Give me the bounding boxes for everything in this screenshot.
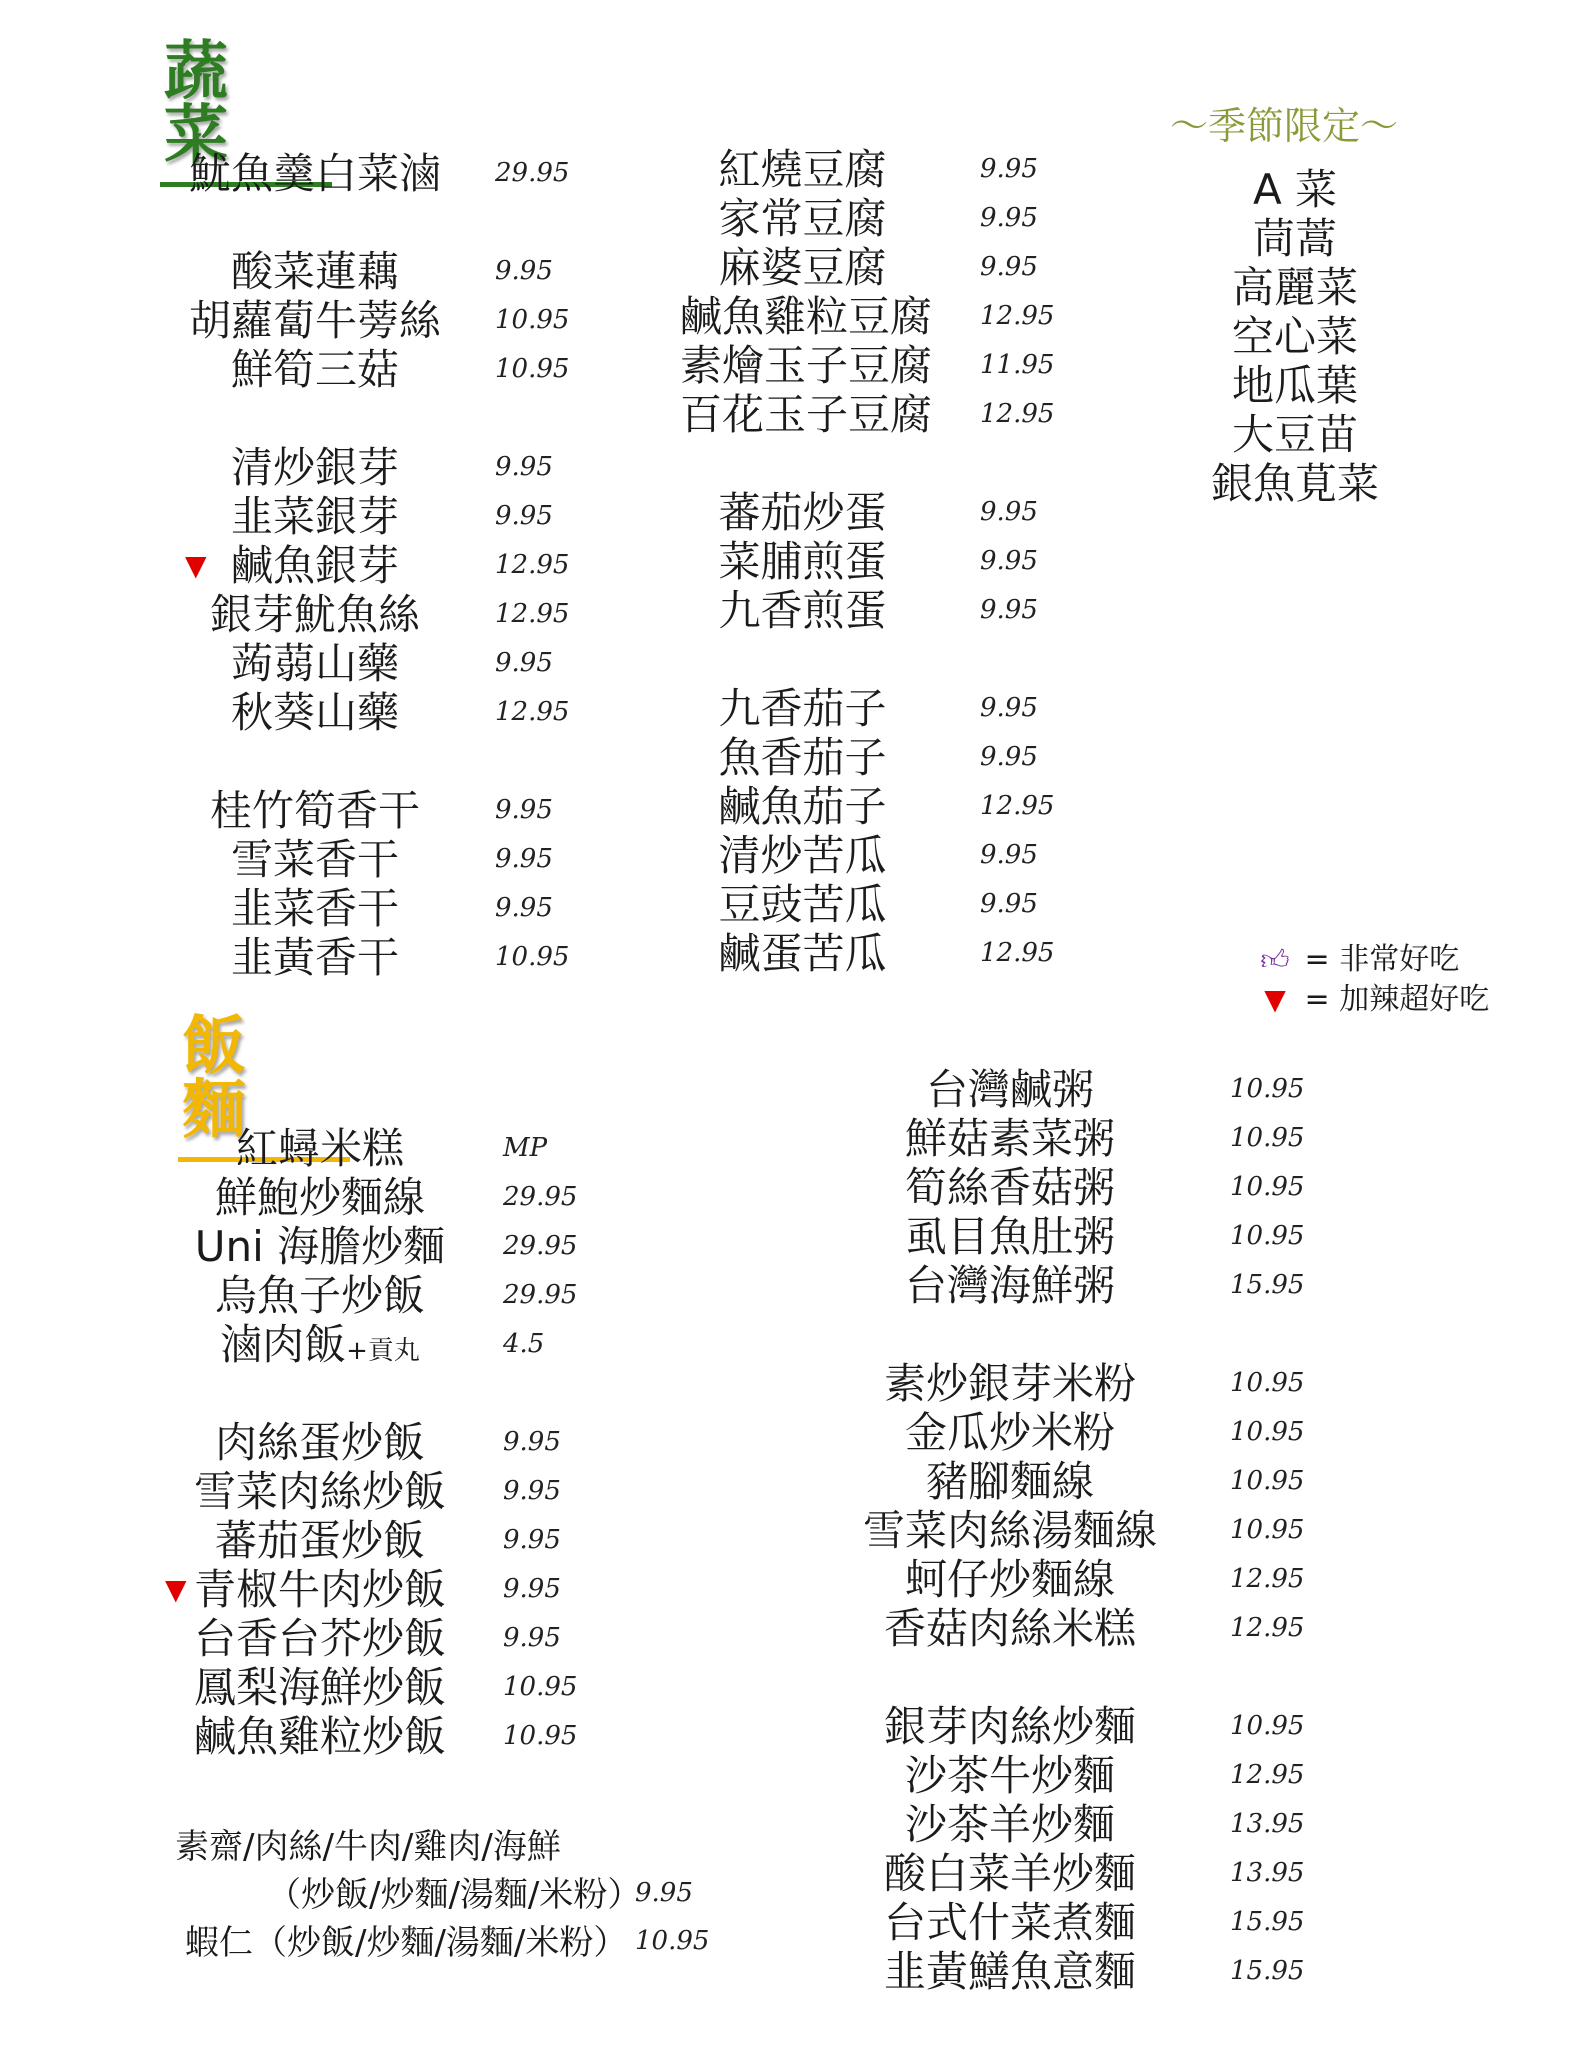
menu-item-price: 9.95 [495,795,553,825]
seasonal-item [1195,214,1395,263]
seasonal-item-name: 茼蒿 [1252,214,1337,263]
menu-item-name [680,194,925,243]
menu-item [185,296,605,345]
menu-item-name-text: 麻婆豆腐 [718,243,887,292]
menu-item-name-text: 豬腳麵線 [925,1457,1094,1506]
menu-item-name-text: 韭黃香干 [230,933,399,982]
menu-item [860,1604,1360,1653]
menu-item-name-text: 香菇肉絲米糕 [883,1604,1136,1653]
menu-item-name [190,1222,450,1271]
menu-item-name [190,1663,450,1712]
menu-item-price: 10.95 [495,354,570,384]
legend-spicy-label: = 加辣超好吃 [1304,982,1490,1017]
menu-item [185,247,605,296]
menu-item-price: 9.95 [495,648,553,678]
menu-item-name [680,880,925,929]
menu-item-name-text: 台灣鹹粥 [925,1065,1094,1114]
menu-item [190,1467,610,1516]
seasonal-item-name: 銀魚莧菜 [1210,459,1379,508]
menu-item-name [860,1702,1160,1751]
menu-item-name-text: 胡蘿蔔牛蒡絲 [188,296,441,345]
menu-item-name-text: 韭菜銀芽 [230,492,399,541]
rice-left-list [165,1124,610,1761]
menu-item-name-text: 筍絲香菇粥 [904,1163,1115,1212]
menu-item-price: 15.95 [1230,1270,1305,1300]
menu-item [860,1114,1360,1163]
menu-item-name-text: 沙茶羊炒麵 [904,1800,1115,1849]
menu-item [185,443,605,492]
menu-item-price: 12.95 [980,938,1055,968]
menu-item [190,1418,610,1467]
menu-item-price: 12.95 [1230,1760,1305,1790]
menu-item-price: 12.95 [495,550,570,580]
seasonal-list [1195,165,1395,508]
menu-item-price: 10.95 [1230,1711,1305,1741]
menu-item-name [190,1173,450,1222]
noodle-right-list [860,1065,1360,1996]
menu-item-price: 9.95 [980,154,1038,184]
menu-item-name [190,1712,450,1761]
menu-item [680,243,1080,292]
red-triangle-icon: ▼ [1264,983,1286,1016]
menu-item-name [860,1261,1160,1310]
menu-item-name [860,1800,1160,1849]
menu-item-name-text: 桂竹筍香干 [209,786,420,835]
menu-item [190,1663,610,1712]
menu-item [860,1065,1360,1114]
menu-item [185,933,605,982]
menu-item [185,149,605,198]
menu-item-name-text: 虱目魚肚粥 [904,1212,1115,1261]
menu-item-name-text: 鹹魚雞粒炒飯 [193,1712,446,1761]
legend-recommended-label: = 非常好吃 [1304,942,1460,977]
rice-noodles-section-title: 飯 麵 [178,1015,350,1162]
menu-item-name [185,639,445,688]
menu-item [165,1565,610,1614]
menu-item [860,1849,1360,1898]
menu-item [190,1320,610,1369]
menu-item-name [190,1467,450,1516]
menu-item-name-text: 百花玉子豆腐 [680,390,933,439]
menu-item-suffix: +貢丸 [346,1336,420,1366]
menu-item-name-text: 清炒苦瓜 [718,831,887,880]
menu-item-name [680,929,925,978]
menu-item-name [860,1849,1160,1898]
menu-item-name [680,145,925,194]
menu-item-price: 10.95 [1230,1466,1305,1496]
menu-item-name [185,688,445,737]
combo-line-1 [175,1823,775,1871]
menu-item-name [860,1065,1160,1114]
menu-item-name [190,1614,450,1663]
menu-item-name-text: 雪菜香干 [230,835,399,884]
menu-item [860,1506,1360,1555]
menu-item-price: 13.95 [1230,1809,1305,1839]
menu-item-price: 9.95 [495,893,553,923]
combo-shrimp-price: 10.95 [635,1926,710,1956]
seasonal-item-name: A 菜 [1252,165,1338,214]
menu-item [860,1800,1360,1849]
menu-item-price: 12.95 [1230,1564,1305,1594]
menu-item-name-text: 豆豉苦瓜 [718,880,887,929]
menu-item [680,145,1080,194]
menu-item-name [185,786,445,835]
seasonal-item [1195,312,1395,361]
seasonal-item [1195,410,1395,459]
menu-item-price: 9.95 [495,452,553,482]
menu-item-name-text: 魷魚羹白菜滷 [188,149,441,198]
menu-item-name-text: 沙茶牛炒麵 [904,1751,1115,1800]
menu-item-name-text: 韭菜香干 [230,884,399,933]
menu-item-name-text: 鹹蛋苦瓜 [718,929,887,978]
menu-item [680,537,1080,586]
menu-item-price: 12.95 [495,697,570,727]
menu-item-price: 15.95 [1230,1956,1305,1986]
menu-item [860,1947,1360,1996]
menu-item [185,541,605,590]
menu-item-name-text: 韭黃鱔魚意麵 [883,1947,1136,1996]
menu-item-name-text: 清炒銀芽 [230,443,399,492]
combo-options [175,1823,775,1967]
menu-item-name [185,345,445,394]
menu-item-price: 9.95 [980,252,1038,282]
menu-item-name-text: 鹹魚茄子 [718,782,887,831]
menu-item-name-text: 肉絲蛋炒飯 [214,1418,425,1467]
seasonal-item-name: 地瓜葉 [1231,361,1358,410]
menu-item-name-text: 紅蟳米糕 [235,1124,404,1173]
combo-styles: （炒飯/炒麵/湯麵/米粉） [267,1875,642,1915]
vegetables-middle-list [680,145,1080,978]
menu-item-price: 9.95 [980,595,1038,625]
menu-item [860,1212,1360,1261]
menu-item-name-text: 素燴玉子豆腐 [680,341,933,390]
spicy-icon: ▼ [165,1573,187,1606]
menu-item-price: 9.95 [980,840,1038,870]
menu-item-price: 29.95 [503,1231,578,1261]
menu-item-price: 10.95 [495,942,570,972]
menu-item-price: 9.95 [980,693,1038,723]
menu-item-name [680,390,933,439]
menu-item-price: 10.95 [503,1721,578,1751]
menu-item-name-text: 秋葵山藥 [230,688,399,737]
menu-item-name-text: 蕃茄炒蛋 [718,488,887,537]
menu-item [185,492,605,541]
menu-item-name [190,1516,450,1565]
thumbs-up-icon: 👍︎ [1260,943,1290,976]
menu-item-name [680,292,933,341]
menu-item-price: 9.95 [980,546,1038,576]
combo-line-3 [175,1919,775,1967]
menu-item-name-text: 鮮鮑炒麵線 [214,1173,425,1222]
menu-item-price: 11.95 [980,350,1055,380]
menu-item-name-text: 青椒牛肉炒飯 [193,1565,446,1614]
menu-item-price: 10.95 [1230,1515,1305,1545]
menu-item-name-text: 台灣海鮮粥 [904,1261,1115,1310]
menu-item-name-text: 紅燒豆腐 [718,145,887,194]
menu-item-name [185,443,445,492]
menu-item-name [185,296,445,345]
menu-item-name [185,933,445,982]
menu-item-price: 10.95 [495,305,570,335]
menu-item-price: 10.95 [1230,1074,1305,1104]
seasonal-item [1195,263,1395,312]
menu-item-name [860,1114,1160,1163]
menu-item-name-text: 蚵仔炒麵線 [904,1555,1115,1604]
seasonal-item [1195,361,1395,410]
menu-item-price: 10.95 [1230,1123,1305,1153]
menu-item-name [680,537,925,586]
vegetables-left-list [185,149,605,982]
menu-item-name [860,1506,1160,1555]
menu-item-price: 29.95 [495,158,570,188]
menu-item [680,292,1080,341]
menu-item-name-text: 銀芽肉絲炒麵 [883,1702,1136,1751]
menu-item [860,1261,1360,1310]
menu-item-price: 9.95 [495,256,553,286]
menu-item-name-text: 酸白菜羊炒麵 [883,1849,1136,1898]
menu-item-name [860,1751,1160,1800]
menu-item-name [680,341,933,390]
menu-item [190,1614,610,1663]
menu-item [860,1408,1360,1457]
menu-item-price: 29.95 [503,1280,578,1310]
menu-item [190,1222,610,1271]
legend [1255,940,1575,1020]
menu-item-name [190,1320,450,1376]
menu-item-name-text: 酸菜蓮藕 [230,247,399,296]
menu-item [860,1163,1360,1212]
menu-item-name [190,1565,450,1614]
menu-item-price: 10.95 [1230,1172,1305,1202]
seasonal-item [1195,459,1395,508]
menu-item-name-text: 滷肉飯 [220,1320,347,1369]
menu-item-name-text: 魚香茄子 [718,733,887,782]
menu-item [680,929,1080,978]
combo-line-2 [175,1871,775,1919]
menu-item-price: MP [503,1133,548,1163]
menu-item-name-text: 九香茄子 [718,684,887,733]
menu-item-price: 9.95 [503,1574,561,1604]
menu-item [680,341,1080,390]
menu-item [190,1516,610,1565]
menu-item-name [680,684,925,733]
menu-item-name [860,1604,1160,1653]
menu-item-name [680,782,925,831]
seasonal-item-name: 大豆苗 [1231,410,1358,459]
menu-item [860,1457,1360,1506]
menu-item-name [680,586,925,635]
menu-item-name [190,1271,450,1320]
menu-item-name-text: 鹹魚雞粒豆腐 [680,292,933,341]
menu-item-name [860,1359,1160,1408]
menu-item [680,194,1080,243]
menu-item-price: 29.95 [503,1182,578,1212]
menu-item-name [185,149,445,198]
vegetables-section-title: 蔬 菜 [160,40,332,187]
combo-proteins: 素齋/肉絲/牛肉/雞肉/海鮮 [175,1827,561,1867]
menu-item-name [185,590,445,639]
menu-item-name [680,243,925,292]
menu-item [680,684,1080,733]
menu-item-name [860,1947,1160,1996]
menu-item-price: 10.95 [1230,1368,1305,1398]
menu-item-price: 9.95 [503,1623,561,1653]
menu-item-price: 9.95 [495,501,553,531]
menu-item [190,1124,610,1173]
menu-item-name [185,541,445,590]
menu-item-price: 12.95 [980,399,1055,429]
menu-item-name [190,1418,450,1467]
menu-item-name-text: 鹹魚銀芽 [230,541,399,590]
seasonal-title: ～季節限定～ [1170,104,1399,148]
menu-item [190,1271,610,1320]
menu-item-name [860,1457,1160,1506]
menu-item-name [860,1898,1160,1947]
seasonal-item [1195,165,1395,214]
menu-item-price: 9.95 [503,1476,561,1506]
menu-item-price: 10.95 [1230,1417,1305,1447]
menu-item [190,1173,610,1222]
menu-item-name [190,1124,450,1173]
menu-item-price: 10.95 [1230,1221,1305,1251]
menu-item-price: 12.95 [980,301,1055,331]
menu-item-price: 12.95 [495,599,570,629]
menu-item-name [680,488,925,537]
menu-item [185,786,605,835]
menu-item-name-text: 烏魚子炒飯 [214,1271,425,1320]
menu-item-name [860,1212,1160,1261]
menu-item-name-text: 鮮筍三菇 [230,345,399,394]
menu-item-price: 15.95 [1230,1907,1305,1937]
menu-item-name-text: 素炒銀芽米粉 [883,1359,1136,1408]
menu-item-name [860,1163,1160,1212]
menu-item [190,1712,610,1761]
menu-item-name [185,884,445,933]
menu-item-name-text: Uni 海膽炒麵 [194,1222,446,1271]
menu-item-price: 9.95 [980,742,1038,772]
menu-item [680,586,1080,635]
menu-item-price: 10.95 [503,1672,578,1702]
menu-item-price: 9.95 [980,497,1038,527]
menu-item-name [860,1408,1160,1457]
menu-item-price: 9.95 [503,1427,561,1457]
menu-item [680,488,1080,537]
menu-item [680,733,1080,782]
seasonal-item-name: 高麗菜 [1231,263,1358,312]
seasonal-item-name: 空心菜 [1231,312,1358,361]
menu-item-name [860,1555,1160,1604]
menu-item-name [185,835,445,884]
menu-item [185,345,605,394]
combo-shrimp: 蝦仁（炒飯/炒麵/湯麵/米粉） [185,1923,628,1963]
menu-item-name-text: 鮮菇素菜粥 [904,1114,1115,1163]
legend-recommended [1255,940,1575,980]
menu-item [860,1555,1360,1604]
menu-item [185,590,605,639]
menu-item-name-text: 雪菜肉絲湯麵線 [862,1506,1157,1555]
menu-item [680,782,1080,831]
menu-item-name [185,247,445,296]
menu-item-name [680,733,925,782]
menu-item-price: 9.95 [980,203,1038,233]
legend-spicy [1255,980,1575,1020]
menu-item-price: 12.95 [980,791,1055,821]
menu-item [185,884,605,933]
menu-item-name-text: 雪菜肉絲炒飯 [193,1467,446,1516]
menu-item-price: 12.95 [1230,1613,1305,1643]
combo-price: 9.95 [635,1878,693,1908]
menu-item-name [185,492,445,541]
menu-item [680,390,1080,439]
menu-item [860,1359,1360,1408]
menu-item-price: 9.95 [503,1525,561,1555]
menu-item-name-text: 台香台芥炒飯 [193,1614,446,1663]
menu-item-name-text: 台式什菜煮麵 [883,1898,1136,1947]
menu-item [185,688,605,737]
menu-item-name-text: 銀芽魷魚絲 [209,590,420,639]
menu-item-price: 9.95 [495,844,553,874]
spicy-icon: ▼ [185,549,207,582]
menu-item [680,880,1080,929]
menu-item [860,1898,1360,1947]
menu-item-name-text: 菜脯煎蛋 [718,537,887,586]
menu-item-name-text: 蒟蒻山藥 [230,639,399,688]
menu-item-name-text: 九香煎蛋 [718,586,887,635]
menu-item [680,831,1080,880]
menu-item [860,1751,1360,1800]
menu-item [185,835,605,884]
menu-item-name [680,831,925,880]
menu-item [185,639,605,688]
menu-item-name-text: 家常豆腐 [718,194,887,243]
menu-item-name-text: 金瓜炒米粉 [904,1408,1115,1457]
menu-item-price: 9.95 [980,889,1038,919]
menu-item-price: 13.95 [1230,1858,1305,1888]
menu-item [860,1702,1360,1751]
menu-item-name-text: 鳳梨海鮮炒飯 [193,1663,446,1712]
menu-item-price: 4.5 [503,1329,545,1359]
menu-item-name-text: 蕃茄蛋炒飯 [214,1516,425,1565]
